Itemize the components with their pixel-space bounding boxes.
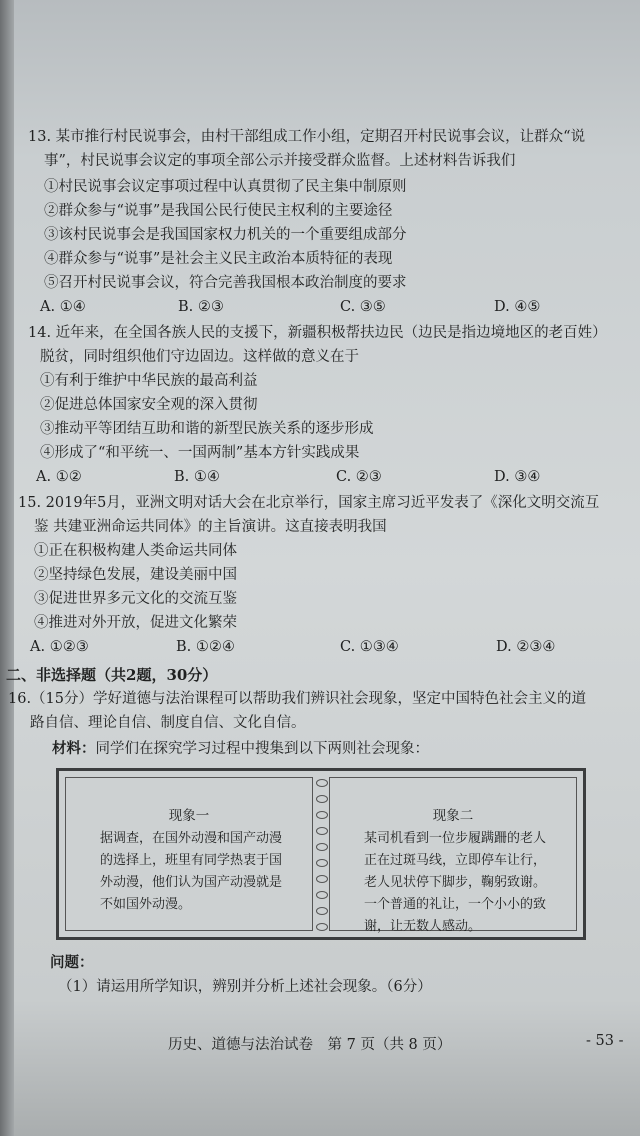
q15-statement-3: ③促进世界多元文化的交流互鉴 [34,591,237,607]
q16-material-line [52,740,429,758]
phenomenon-one-panel [65,777,313,931]
page-shadow-edge [0,0,14,1136]
q13-option-c: C. ③⑤ [340,299,386,315]
q13-statement-3: ③该村民说事会是我国国家权力机关的一个重要组成部分 [44,227,407,243]
page-number: - 53 - [586,1033,624,1049]
q14-option-b: B. ①④ [174,469,220,485]
phenomenon-one-title: 现象一 [168,808,210,824]
q14-statement-4: ④形成了“和平统一、一国两制”基本方针实践成果 [40,445,360,461]
q15-statement-1: ①正在积极构建人类命运共同体 [34,543,237,559]
q14-statement-3: ③推动平等团结互助和谐的新型民族关系的逐步形成 [40,421,374,437]
q15-stem-line2: 鉴 共建亚洲命运共同体》的主旨演讲。这直接表明我国 [34,519,387,535]
q14-option-a: A. ①② [36,469,82,485]
q15-option-d: D. ②③④ [496,639,556,655]
phenomenon-two-title: 现象二 [432,808,474,824]
binder-rings [316,779,328,929]
phenomenon-one-text: 据调查，在国外动漫和国产动漫的选择上，班里有同学热衷于国外动漫，他们认为国产动漫就是不如国外动漫。 [100,831,283,912]
q15-statement-4: ④推进对外开放，促进文化繁荣 [34,615,237,631]
q13-option-b: B. ②③ [178,299,224,315]
q13-stem-line1: 13. 某市推行村民说事会，由村干部组成工作小组，定期召开村民说事会议，让群众“说 [28,129,586,145]
phenomenon-two-panel [329,777,577,934]
q15-option-a: A. ①②③ [30,639,89,655]
q13-statement-1: ①村民说事会议定事项过程中认真贯彻了民主集中制原则 [44,179,407,195]
q13-statement-4: ④群众参与“说事”是社会主义民主政治本质特征的表现 [44,251,393,267]
q13-statement-5: ⑤召开村民说事会议，符合完善我国根本政治制度的要求 [44,275,407,291]
phenomenon-two-text: 某司机看到一位步履蹒跚的老人正在过斑马线，立即停车让行，老人见状停下脚步，鞠躬致谢。一个普通的礼让，一个小小的致谢，让无数人感动。 [364,831,547,934]
q14-option-d: D. ③④ [494,469,541,485]
material-text: 同学们在探究学习过程中搜集到以下两则社会现象： [95,741,429,757]
q16-stem-line1: 16.（15分）学好道德与法治课程可以帮助我们辨识社会现象，坚定中国特色社会主义的道 [8,691,587,707]
q14-stem-line2: 脱贫，同时组织他们守边固边。这样做的意义在于 [40,349,359,365]
q14-stem-line1: 14. 近年来，在全国各族人民的支援下，新疆积极帮扶边民（边民是指边境地区的老百姓） [28,325,607,341]
q16-stem-line2: 路自信、理论自信、制度自信、文化自信。 [30,715,306,731]
q14-statement-1: ①有利于维护中华民族的最高利益 [40,373,258,389]
q14-statement-2: ②促进总体国家安全观的深入贯彻 [40,397,258,413]
phenomena-box [56,768,586,940]
q13-option-d: D. ④⑤ [494,299,541,315]
q13-option-a: A. ①④ [40,299,86,315]
q14-option-c: C. ②③ [336,469,382,485]
q15-option-c: C. ①③④ [340,639,399,655]
question-label: 问题： [50,954,94,971]
q15-option-b: B. ①②④ [176,639,235,655]
q15-stem-line1: 15. 2019年5月，亚洲文明对话大会在北京举行，国家主席习近平发表了《深化文明交流互 [18,495,600,511]
q13-statement-2: ②群众参与“说事”是我国公民行使民主权利的主要途径 [44,203,393,219]
q16-subquestion-1: （1）请运用所学知识，辨别并分析上述社会现象。（6分） [58,979,432,995]
section-heading: 二、非选择题（共2题，30分） [6,666,218,684]
q13-stem-line2: 事”，村民说事会议定的事项全部公示并接受群众监督。上述材料告诉我们 [44,153,516,169]
footer-title: 历史、道德与法治试卷 第 7 页（共 8 页） [168,1037,452,1053]
material-label: 材料： [52,740,96,757]
q15-statement-2: ②坚持绿色发展，建设美丽中国 [34,567,237,583]
